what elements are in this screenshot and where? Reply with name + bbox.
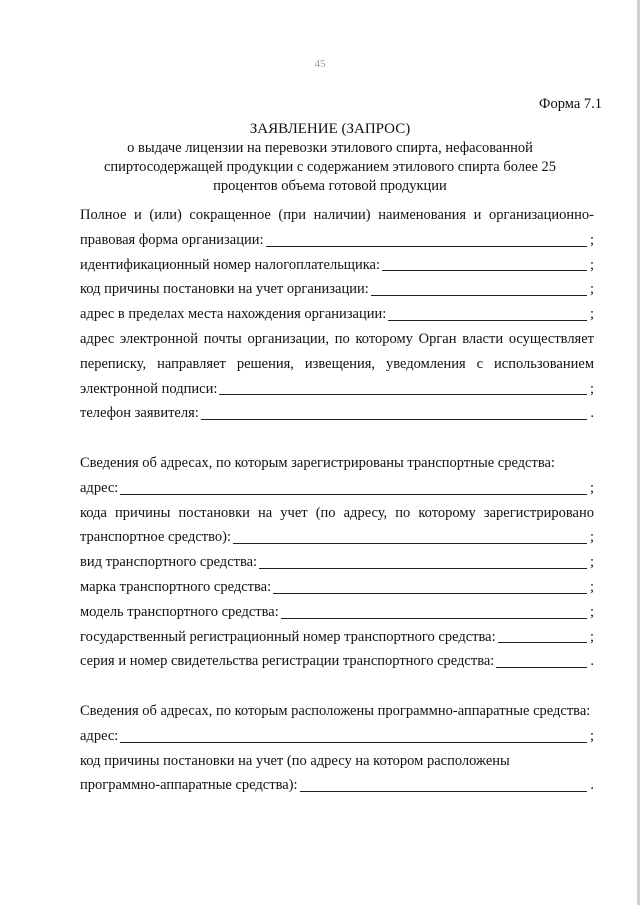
vehicle-kpp-field[interactable] [80, 525, 594, 550]
email-blank[interactable] [219, 393, 587, 395]
section-gap [80, 674, 594, 699]
reg-number-label: государственный регистрационный номер транспортного средства: [80, 628, 496, 645]
certificate-field[interactable] [80, 649, 594, 674]
title-line-2: спиртосодержащей продукции с содержанием этилового спирта более 25 [103, 159, 557, 175]
org-name-label-line-2: правовая форма организации: [80, 231, 264, 248]
vehicle-brand-blank[interactable] [273, 592, 587, 594]
semicolon: ; [589, 306, 594, 323]
vehicle-model-label: модель транспортного средства: [80, 603, 279, 620]
vehicle-kpp-blank[interactable] [233, 542, 587, 544]
org-address-blank[interactable] [388, 319, 587, 321]
period: . [590, 653, 594, 670]
hardware-address-blank[interactable] [120, 741, 587, 743]
kpp-field[interactable] [80, 277, 594, 302]
vehicle-kpp-label-line-1: кода причины постановки на учет (по адресу, по которому зарегистрировано [80, 504, 594, 521]
semicolon: ; [589, 727, 594, 744]
inn-blank[interactable] [382, 269, 587, 271]
page-number: 45 [314, 58, 326, 70]
phone-label: телефон заявителя: [80, 405, 199, 422]
vehicle-model-field[interactable] [80, 600, 594, 625]
form-number: Форма 7.1 [539, 96, 602, 112]
semicolon: ; [589, 603, 594, 620]
vehicle-address-field[interactable] [80, 476, 594, 501]
kpp-blank[interactable] [371, 294, 587, 296]
org-name-label-line-1: Полное и (или) сокращенное (при наличии) наименования и организационно- [80, 207, 594, 223]
semicolon: ; [589, 578, 594, 595]
hardware-address-field[interactable] [80, 724, 594, 749]
vehicle-brand-field[interactable] [80, 575, 594, 600]
vehicle-address-blank[interactable] [120, 493, 587, 495]
title-line-1: о выдаче лицензии на перевозки этилового спирта, нефасованной [127, 140, 533, 156]
email-field[interactable] [80, 377, 594, 402]
org-address-field[interactable] [80, 302, 594, 327]
title-heading: ЗАЯВЛЕНИЕ (ЗАПРОС) [249, 121, 411, 137]
semicolon: ; [589, 479, 594, 496]
inn-label: идентификационный номер налогоплательщика: [80, 256, 381, 273]
inn-field[interactable] [80, 253, 594, 278]
org-name-field[interactable] [80, 228, 594, 253]
hardware-kpp-blank[interactable] [300, 790, 588, 792]
kpp-label: код причины постановки на учет организации: [80, 281, 369, 298]
document-title [60, 120, 600, 196]
vehicle-type-label: вид транспортного средства: [80, 554, 258, 571]
email-label-line-3: электронной подписи: [80, 380, 218, 397]
semicolon: ; [589, 628, 594, 645]
semicolon: ; [589, 529, 594, 546]
reg-number-blank[interactable] [498, 641, 587, 643]
hardware-header: Сведения об адресах, по которым расположены программно-аппаратные средства: [80, 702, 591, 719]
vehicle-brand-label: марка транспортного средства: [80, 578, 272, 595]
phone-blank[interactable] [201, 418, 588, 420]
semicolon: ; [589, 231, 594, 248]
semicolon: ; [589, 256, 594, 273]
title-line-3: процентов объема готовой продукции [213, 178, 447, 194]
period: . [590, 405, 594, 422]
reg-number-field[interactable] [80, 625, 594, 650]
semicolon: ; [589, 281, 594, 298]
vehicle-type-blank[interactable] [259, 567, 587, 569]
certificate-label: серия и номер свидетельства регистрации транспортного средства: [80, 653, 495, 670]
hardware-kpp-label-line-1: код причины постановки на учет (по адресу на котором расположены [80, 752, 510, 769]
hardware-kpp-field[interactable] [80, 773, 594, 798]
vehicle-type-field[interactable] [80, 550, 594, 575]
hardware-kpp-label-line-2: программно-аппаратные средства): [80, 777, 298, 794]
semicolon: ; [589, 554, 594, 571]
email-label-line-1: адрес электронной почты организации, по которому Орган власти осуществляет [80, 330, 594, 347]
org-address-label: адрес в пределах места нахождения организации: [80, 306, 387, 323]
section-gap [80, 426, 594, 451]
vehicles-header: Сведения об адресах, по которым зарегистрированы транспортные средства: [80, 454, 555, 471]
semicolon: ; [589, 380, 594, 397]
form-body [80, 203, 594, 798]
vehicle-model-blank[interactable] [281, 617, 587, 619]
org-name-blank[interactable] [266, 245, 587, 247]
vehicle-kpp-label-line-2: транспортное средство): [80, 529, 231, 546]
hardware-address-label: адрес: [80, 727, 119, 744]
phone-field[interactable] [80, 401, 594, 426]
period: . [590, 777, 594, 794]
vehicle-address-label: адрес: [80, 479, 119, 496]
email-label-line-2: переписку, направляет решения, извещения, уведомления с использованием [80, 355, 594, 372]
certificate-blank[interactable] [496, 666, 587, 668]
